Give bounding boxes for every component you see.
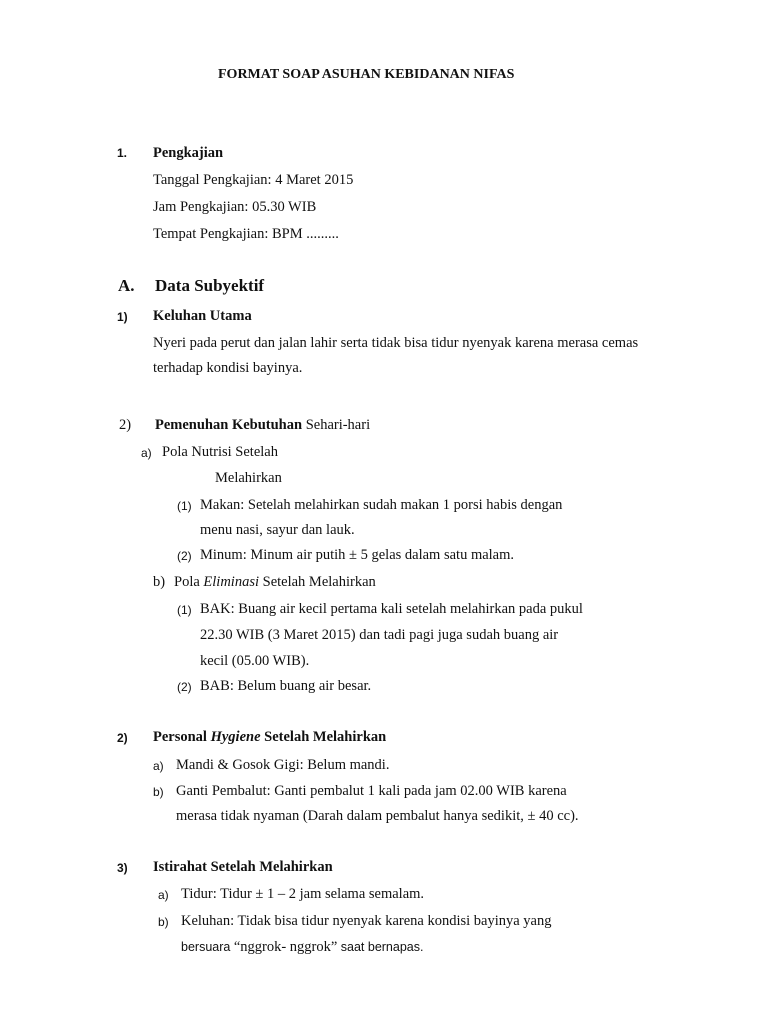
sub-sub-number: (1) — [177, 603, 192, 617]
bab-line: BAB: Belum buang air besar. — [200, 678, 372, 694]
sub-item-label: b) — [153, 574, 166, 590]
pola-eliminasi: Pola Eliminasi Setelah Melahirkan — [174, 574, 376, 590]
ganti-pembalut-line: Ganti Pembalut: Ganti pembalut 1 kali pada jam 02.00 WIB karena — [176, 783, 567, 799]
bak-line: BAK: Buang air kecil pertama kali setelah melahirkan pada pukul — [200, 601, 583, 617]
sub-item-label: a) — [158, 888, 169, 902]
sub-item-label: b) — [158, 915, 169, 929]
minum-line: Minum: Minum air putih ± 5 gelas dalam satu malam. — [200, 547, 515, 563]
jam-pengkajian: Jam Pengkajian: 05.30 WIB — [153, 199, 317, 215]
section-number: 1. — [117, 146, 128, 160]
sub-item-label: b) — [153, 785, 164, 799]
item-number: 2) — [119, 417, 132, 433]
keluhan-line: Nyeri pada perut dan jalan lahir serta tidak bisa tidur nyenyak karena merasa cemas — [153, 335, 639, 351]
sub-sub-number: (2) — [177, 680, 192, 694]
sub-item-label: a) — [141, 446, 152, 460]
section-letter: A. — [118, 276, 135, 295]
ganti-pembalut-line: merasa tidak nyaman (Darah dalam pembalut hanya sedikit, ± 40 cc). — [176, 808, 579, 824]
document-title: FORMAT SOAP ASUHAN KEBIDANAN NIFAS — [218, 67, 515, 82]
makan-line: menu nasi, sayur dan lauk. — [200, 522, 355, 538]
section-heading-data-subyektif: Data Subyektif — [155, 276, 265, 295]
personal-hygiene-heading: Personal Hygiene Setelah Melahirkan — [153, 729, 387, 745]
keluhan-tidur-line: Keluhan: Tidak bisa tidur nyenyak karena kondisi bayinya yang — [181, 913, 552, 929]
item-number: 2) — [117, 731, 128, 745]
tidur-line: Tidur: Tidur ± 1 – 2 jam selama semalam. — [181, 886, 425, 902]
tempat-pengkajian: Tempat Pengkajian: BPM ......... — [153, 226, 339, 242]
makan-line: Makan: Setelah melahirkan sudah makan 1 porsi habis dengan — [200, 497, 563, 513]
item-number: 3) — [117, 861, 128, 875]
item-number: 1) — [117, 310, 128, 324]
keluhan-utama-heading: Keluhan Utama — [153, 308, 252, 324]
keluhan-tidur-line: bersuara “nggrok- nggrok” saat bernapas. — [181, 939, 424, 955]
tanggal-pengkajian: Tanggal Pengkajian: 4 Maret 2015 — [153, 172, 354, 188]
istirahat-heading: Istirahat Setelah Melahirkan — [153, 859, 333, 875]
section-heading: Pengkajian — [153, 145, 224, 161]
sub-item-label: a) — [153, 759, 164, 773]
mandi-line: Mandi & Gosok Gigi: Belum mandi. — [176, 757, 390, 773]
bak-line: 22.30 WIB (3 Maret 2015) dan tadi pagi juga sudah buang air — [200, 627, 559, 643]
sub-sub-number: (2) — [177, 549, 192, 563]
bak-line: kecil (05.00 WIB). — [200, 653, 310, 669]
sub-sub-number: (1) — [177, 499, 192, 513]
pemenuhan-heading: Pemenuhan Kebutuhan Sehari-hari — [155, 417, 371, 433]
pola-nutrisi-cont: Melahirkan — [215, 470, 282, 486]
keluhan-line: terhadap kondisi bayinya. — [153, 360, 303, 376]
pola-nutrisi: Pola Nutrisi Setelah — [162, 444, 278, 460]
